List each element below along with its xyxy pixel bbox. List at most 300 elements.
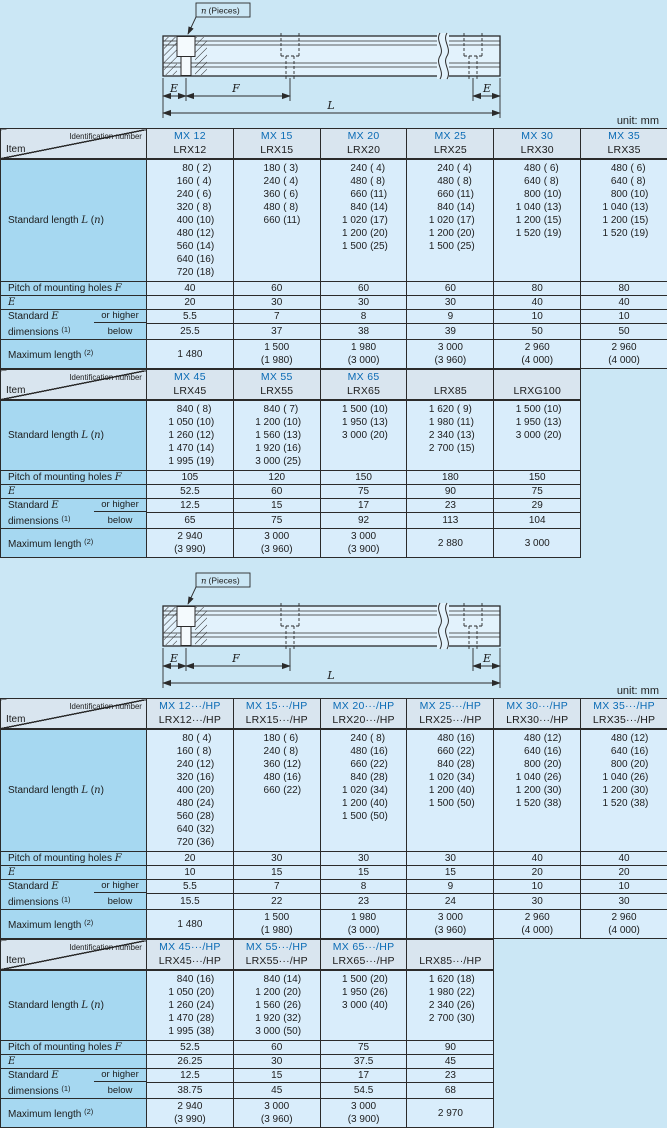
length-entry: 2 340 (13)	[407, 429, 493, 442]
column-header-cell	[494, 699, 581, 729]
mx-model-label: MX 30···/HP	[494, 699, 580, 713]
length-entry: 240 ( 4)	[234, 175, 320, 188]
e-or-higher-row-value: 7	[233, 309, 320, 323]
standard-length-cell	[320, 400, 407, 471]
column-header-cell	[233, 940, 320, 970]
length-entry: 240 ( 8)	[234, 745, 320, 758]
pitch-row-value: 80	[581, 281, 667, 295]
mx-model-label: MX 65···/HP	[321, 940, 407, 954]
pitch-row-value: 40	[581, 851, 667, 865]
length-entry: 1 200 (40)	[321, 797, 407, 810]
identification-number-label: Identification number	[69, 942, 142, 952]
lrx-model-label: LRX55	[234, 384, 320, 398]
length-entry: 660 (22)	[407, 745, 493, 758]
length-entry: 640 (16)	[147, 253, 233, 266]
e-below-row-value: 23	[320, 893, 407, 910]
column-header-cell	[581, 129, 667, 159]
identification-item-header-cell	[1, 370, 147, 400]
e-row-value: 60	[233, 484, 320, 498]
length-entry: 640 (16)	[581, 745, 667, 758]
e-below-row-sublabel: below	[94, 1082, 146, 1098]
length-entry: 840 (14)	[407, 201, 493, 214]
e-or-higher-row	[1, 498, 581, 512]
length-entry: 1 950 (13)	[321, 416, 407, 429]
e-or-higher-row-label: Standard E or higher	[1, 1068, 147, 1082]
length-entry: 1 980 (22)	[407, 986, 493, 999]
length-entry: 480 ( 6)	[494, 162, 580, 175]
rail-body	[163, 606, 500, 646]
standard-length-label: Standard length L (n)	[1, 729, 147, 852]
e-row-value: 52.5	[147, 484, 234, 498]
identification-item-header-cell	[1, 129, 147, 159]
column-header-cell	[320, 940, 407, 970]
lrx-model-label: LRX12···/HP	[147, 713, 233, 727]
maximum-length-label: Maximum length $^{(2)}$	[1, 910, 147, 939]
length-entry: 800 (20)	[494, 758, 580, 771]
mx-model-label: MX 45···/HP	[147, 940, 233, 954]
e-below-row-value: 50	[581, 323, 667, 340]
max-length-line: (3 990)	[147, 1113, 233, 1126]
pitch-row	[1, 1040, 494, 1054]
length-entry: 1 520 (38)	[494, 797, 580, 810]
length-entry: 80 ( 4)	[147, 732, 233, 745]
e-row-value: 30	[320, 295, 407, 309]
maximum-length-cell	[147, 529, 234, 558]
length-entry: 480 (12)	[581, 732, 667, 745]
max-length-line: 2 940	[147, 1100, 233, 1113]
length-entry: 1 995 (38)	[147, 1025, 233, 1038]
maximum-length-cell	[147, 910, 234, 939]
maximum-length-cell	[147, 1099, 234, 1128]
dim-l-label: L	[326, 669, 334, 682]
length-entry: 480 ( 8)	[234, 201, 320, 214]
length-entry: 400 (10)	[147, 214, 233, 227]
lrx-model-label: LRX35···/HP	[581, 713, 667, 727]
max-length-line: (3 960)	[234, 1113, 320, 1126]
length-entry: 1 950 (26)	[321, 986, 407, 999]
pitch-row-value: 52.5	[147, 1040, 234, 1054]
column-header-cell	[494, 129, 581, 159]
table-header-row	[1, 370, 581, 400]
e-or-higher-row-sublabel: or higher	[94, 310, 146, 324]
length-entry: 1 200 (40)	[407, 784, 493, 797]
standard-length-cell	[407, 159, 494, 282]
e-row-value: 30	[407, 295, 494, 309]
length-entry: 480 (16)	[234, 771, 320, 784]
spec-table	[0, 939, 494, 1128]
e-below-row-value: 104	[494, 512, 581, 529]
e-row-value: 15	[233, 865, 320, 879]
pitch-row-label: Pitch of mounting holes F	[1, 851, 147, 865]
pitch-row	[1, 851, 667, 865]
maximum-length-cell	[407, 910, 494, 939]
length-entry: 240 ( 6)	[147, 188, 233, 201]
length-entry: 560 (14)	[147, 240, 233, 253]
standard-length-cell	[233, 729, 320, 852]
identification-item-header-cell	[1, 699, 147, 729]
max-length-line: 3 000	[234, 530, 320, 543]
length-entry: 660 (22)	[234, 784, 320, 797]
maximum-length-cell	[233, 529, 320, 558]
max-length-line: 2 880	[407, 537, 493, 550]
max-length-line: 2 960	[494, 341, 580, 354]
pitch-row-value: 150	[494, 470, 581, 484]
pitch-row-value: 60	[233, 1040, 320, 1054]
e-row	[1, 295, 667, 309]
pitch-row-value: 60	[320, 281, 407, 295]
dim-e-left-label: E	[169, 652, 178, 665]
standard-length-cell	[494, 729, 581, 852]
e-or-higher-row-sublabel: or higher	[94, 499, 146, 513]
e-or-higher-row-label: Standard E or higher	[1, 498, 147, 512]
standard-length-cell	[233, 159, 320, 282]
mx-model-label	[407, 940, 493, 954]
mx-model-label: MX 35···/HP	[581, 699, 667, 713]
mx-model-label: MX 12···/HP	[147, 699, 233, 713]
item-label: Item	[6, 385, 25, 396]
e-row-value: 15	[407, 865, 494, 879]
e-below-row-value: 24	[407, 893, 494, 910]
rail-diagram-area-hp	[0, 570, 667, 698]
max-length-line: 3 000	[234, 1100, 320, 1113]
n-pieces-label: n (Pieces)	[201, 576, 240, 587]
lrx-model-label: LRX45	[147, 384, 233, 398]
e-row-label: E	[1, 865, 147, 879]
column-header-cell	[147, 940, 234, 970]
rail-side-view-diagram	[0, 570, 667, 698]
length-entry: 1 200 (20)	[234, 986, 320, 999]
standard-length-cell	[581, 159, 667, 282]
table-standard-small-sizes	[0, 128, 667, 369]
maximum-length-row	[1, 910, 667, 939]
pitch-row-value: 180	[407, 470, 494, 484]
lrx-model-label: LRX65···/HP	[321, 954, 407, 968]
table-standard-large-sizes	[0, 369, 667, 558]
e-row-label: E	[1, 295, 147, 309]
length-entry: 1 560 (26)	[234, 999, 320, 1012]
mx-model-label: MX 20	[321, 129, 407, 143]
column-header-cell	[233, 129, 320, 159]
length-entry: 1 050 (20)	[147, 986, 233, 999]
standard-length-cell	[320, 159, 407, 282]
standard-length-cell	[233, 970, 320, 1041]
table-hp-small-sizes	[0, 698, 667, 939]
lrx-model-label: LRX20	[321, 143, 407, 157]
column-header-cell	[407, 370, 494, 400]
max-length-line: (3 960)	[407, 924, 493, 937]
section-hp	[0, 570, 667, 1128]
length-entry: 480 (16)	[321, 745, 407, 758]
max-length-line: 3 000	[321, 530, 407, 543]
standard-length-cell	[581, 729, 667, 852]
e-below-row	[1, 1082, 494, 1099]
e-below-row-value: 113	[407, 512, 494, 529]
item-label: Item	[6, 144, 25, 155]
e-below-row	[1, 893, 667, 910]
length-entry: 1 500 (50)	[407, 797, 493, 810]
length-entry: 660 (11)	[234, 214, 320, 227]
e-below-row-value: 68	[407, 1082, 494, 1099]
pitch-row-value: 60	[407, 281, 494, 295]
length-entry: 560 (28)	[147, 810, 233, 823]
e-or-higher-row	[1, 879, 667, 893]
max-length-line: 2 940	[147, 530, 233, 543]
column-header-cell	[147, 699, 234, 729]
lrx-model-label: LRX25···/HP	[407, 713, 493, 727]
max-length-line: (3 000)	[321, 924, 407, 937]
max-length-line: 3 000	[407, 341, 493, 354]
e-or-higher-row	[1, 1068, 494, 1082]
e-below-row-value: 37	[233, 323, 320, 340]
max-length-line: (4 000)	[581, 354, 667, 367]
n-pieces-label: n (Pieces)	[201, 6, 240, 17]
length-entry: 240 ( 4)	[407, 162, 493, 175]
e-row-value: 20	[147, 295, 234, 309]
length-entry: 1 520 (19)	[581, 227, 667, 240]
length-entry: 480 ( 8)	[321, 175, 407, 188]
e-below-row-value: 38.75	[147, 1082, 234, 1099]
n-pieces-leader	[188, 587, 196, 604]
rail-diagram-area	[0, 0, 667, 128]
maximum-length-cell	[320, 1099, 407, 1128]
column-header-cell	[147, 129, 234, 159]
e-row-label: E	[1, 484, 147, 498]
length-entry: 240 (12)	[147, 758, 233, 771]
length-entry: 1 200 (15)	[494, 214, 580, 227]
e-below-row-sublabel: below	[94, 323, 146, 339]
length-entry: 840 (14)	[234, 973, 320, 986]
pitch-row-value: 120	[233, 470, 320, 484]
standard-length-row	[1, 159, 667, 282]
length-entry: 1 020 (34)	[407, 771, 493, 784]
e-or-higher-row-value: 29	[494, 498, 581, 512]
length-entry: 720 (18)	[147, 266, 233, 279]
max-length-line: 1 500	[234, 911, 320, 924]
mx-model-label: MX 65	[321, 370, 407, 384]
dim-l-label: L	[326, 99, 334, 112]
e-or-higher-row-value: 15	[233, 1068, 320, 1082]
length-entry: 1 500 (10)	[494, 403, 580, 416]
e-below-row-sublabel: below	[94, 893, 146, 909]
table-hp-large-sizes	[0, 939, 667, 1128]
spec-table	[0, 698, 667, 939]
lrx-model-label: LRX45···/HP	[147, 954, 233, 968]
length-entry: 1 920 (32)	[234, 1012, 320, 1025]
length-entry: 840 (28)	[321, 771, 407, 784]
section-standard	[0, 0, 667, 558]
length-entry: 1 260 (24)	[147, 999, 233, 1012]
maximum-length-row	[1, 529, 581, 558]
e-row-value: 30	[233, 295, 320, 309]
maximum-length-row	[1, 1099, 494, 1128]
length-entry: 1 560 (13)	[234, 429, 320, 442]
item-label: Item	[6, 714, 25, 725]
pitch-row-value: 105	[147, 470, 234, 484]
dim-e-left-label: E	[169, 82, 178, 95]
max-length-line: 2 970	[407, 1107, 493, 1120]
hatch-right	[195, 607, 207, 645]
length-entry: 1 040 (26)	[494, 771, 580, 784]
pitch-row	[1, 470, 581, 484]
e-row-value: 40	[581, 295, 667, 309]
e-or-higher-row-value: 8	[320, 879, 407, 893]
length-entry: 3 000 (25)	[234, 455, 320, 468]
e-below-row-value: 30	[494, 893, 581, 910]
length-entry: 1 200 (30)	[494, 784, 580, 797]
e-row-value: 26.25	[147, 1054, 234, 1068]
mx-model-label: MX 30	[494, 129, 580, 143]
maximum-length-cell	[233, 1099, 320, 1128]
max-length-line: 2 960	[581, 341, 667, 354]
max-length-line: 2 960	[494, 911, 580, 924]
e-or-higher-row-label: Standard E or higher	[1, 309, 147, 323]
pitch-row-value: 150	[320, 470, 407, 484]
pitch-row-value: 80	[494, 281, 581, 295]
e-or-higher-row-value: 8	[320, 309, 407, 323]
e-below-row-value: 30	[581, 893, 667, 910]
max-length-line: 1 480	[147, 348, 233, 361]
length-entry: 1 620 (18)	[407, 973, 493, 986]
length-entry: 3 000 (20)	[494, 429, 580, 442]
length-entry: 400 (20)	[147, 784, 233, 797]
length-entry: 1 500 (25)	[407, 240, 493, 253]
e-or-higher-row-sublabel: or higher	[94, 880, 146, 894]
lrx-model-label: LRX25	[407, 143, 493, 157]
standard-length-cell	[147, 970, 234, 1041]
pitch-row-value: 40	[494, 851, 581, 865]
lrx-model-label: LRX85	[407, 384, 493, 398]
lrx-model-label: LRX15	[234, 143, 320, 157]
mx-model-label: MX 20···/HP	[321, 699, 407, 713]
length-entry: 360 (12)	[234, 758, 320, 771]
standard-length-cell	[147, 159, 234, 282]
column-header-cell	[233, 699, 320, 729]
mx-model-label	[407, 370, 493, 384]
e-row	[1, 484, 581, 498]
pitch-row-value: 30	[233, 851, 320, 865]
length-entry: 660 (22)	[321, 758, 407, 771]
item-label: Item	[6, 955, 25, 966]
lrx-model-label: LRX35	[581, 143, 667, 157]
standard-length-row	[1, 400, 581, 471]
length-entry: 1 500 (25)	[321, 240, 407, 253]
e-row-label: E	[1, 1054, 147, 1068]
max-length-line: (4 000)	[494, 354, 580, 367]
e-below-row-value: 15.5	[147, 893, 234, 910]
maximum-length-cell	[494, 529, 581, 558]
maximum-length-cell	[581, 910, 667, 939]
lrx-model-label: LRX20···/HP	[321, 713, 407, 727]
pitch-row-label: Pitch of mounting holes F	[1, 470, 147, 484]
standard-length-cell	[320, 729, 407, 852]
e-below-row-label: dimensions $^{(1)}$ below	[1, 893, 147, 910]
counterbore-inner	[181, 627, 191, 646]
standard-length-label: Standard length L (n)	[1, 400, 147, 471]
e-row-value: 30	[233, 1054, 320, 1068]
e-below-row-value: 25.5	[147, 323, 234, 340]
length-entry: 1 020 (17)	[321, 214, 407, 227]
table-header-row	[1, 940, 494, 970]
unit-label: unit: mm	[617, 685, 659, 697]
pitch-row-value: 40	[147, 281, 234, 295]
maximum-length-cell	[407, 1099, 494, 1128]
rail-side-view-diagram	[0, 0, 667, 128]
e-below-row-value: 22	[233, 893, 320, 910]
lrx-model-label: LRX30···/HP	[494, 713, 580, 727]
standard-length-row	[1, 970, 494, 1041]
mx-model-label: MX 25···/HP	[407, 699, 493, 713]
length-entry: 1 470 (14)	[147, 442, 233, 455]
length-entry: 160 ( 8)	[147, 745, 233, 758]
counterbore-outer	[177, 607, 195, 627]
length-entry: 840 ( 8)	[147, 403, 233, 416]
e-row	[1, 1054, 494, 1068]
e-row-value: 40	[494, 295, 581, 309]
standard-length-label: Standard length L (n)	[1, 970, 147, 1041]
mx-model-label: MX 12	[147, 129, 233, 143]
max-length-line: 1 980	[321, 341, 407, 354]
mx-model-label: MX 25	[407, 129, 493, 143]
length-entry: 80 ( 2)	[147, 162, 233, 175]
e-or-higher-row-sublabel: or higher	[94, 1069, 146, 1083]
e-row-value: 10	[147, 865, 234, 879]
length-entry: 480 (12)	[147, 227, 233, 240]
max-length-line: (3 900)	[321, 1113, 407, 1126]
e-or-higher-row-value: 10	[494, 309, 581, 323]
length-entry: 3 000 (20)	[321, 429, 407, 442]
table-header-row	[1, 129, 667, 159]
mx-model-label: MX 15···/HP	[234, 699, 320, 713]
max-length-line: (3 990)	[147, 543, 233, 556]
standard-length-cell	[320, 970, 407, 1041]
length-entry: 240 ( 4)	[321, 162, 407, 175]
e-row-value: 75	[494, 484, 581, 498]
length-entry: 1 200 (10)	[234, 416, 320, 429]
e-below-row-label: dimensions $^{(1)}$ below	[1, 323, 147, 340]
e-below-row-value: 92	[320, 512, 407, 529]
maximum-length-label: Maximum length $^{(2)}$	[1, 529, 147, 558]
length-entry: 640 ( 8)	[494, 175, 580, 188]
e-or-higher-row-value: 7	[233, 879, 320, 893]
pitch-row-value: 60	[233, 281, 320, 295]
e-or-higher-row-value: 17	[320, 498, 407, 512]
standard-length-cell	[494, 159, 581, 282]
maximum-length-cell	[233, 340, 320, 369]
e-below-row-value: 54.5	[320, 1082, 407, 1099]
table-header-row	[1, 699, 667, 729]
length-entry: 320 ( 8)	[147, 201, 233, 214]
e-row-value: 45	[407, 1054, 494, 1068]
max-length-line: 1 980	[321, 911, 407, 924]
e-row-value: 75	[320, 484, 407, 498]
length-entry: 480 (12)	[494, 732, 580, 745]
e-or-higher-row-value: 10	[581, 879, 667, 893]
pitch-row-label: Pitch of mounting holes F	[1, 1040, 147, 1054]
length-entry: 3 000 (50)	[234, 1025, 320, 1038]
e-below-row-value: 75	[233, 512, 320, 529]
length-entry: 1 980 (11)	[407, 416, 493, 429]
e-below-row-value: 38	[320, 323, 407, 340]
max-length-line: (3 960)	[234, 543, 320, 556]
n-pieces-leader	[188, 17, 196, 34]
max-length-line: 3 000	[321, 1100, 407, 1113]
e-below-row-value: 39	[407, 323, 494, 340]
maximum-length-cell	[407, 340, 494, 369]
max-length-line: (1 980)	[234, 354, 320, 367]
e-or-higher-row-value: 10	[581, 309, 667, 323]
e-or-higher-row-value: 9	[407, 879, 494, 893]
max-length-line: (4 000)	[581, 924, 667, 937]
